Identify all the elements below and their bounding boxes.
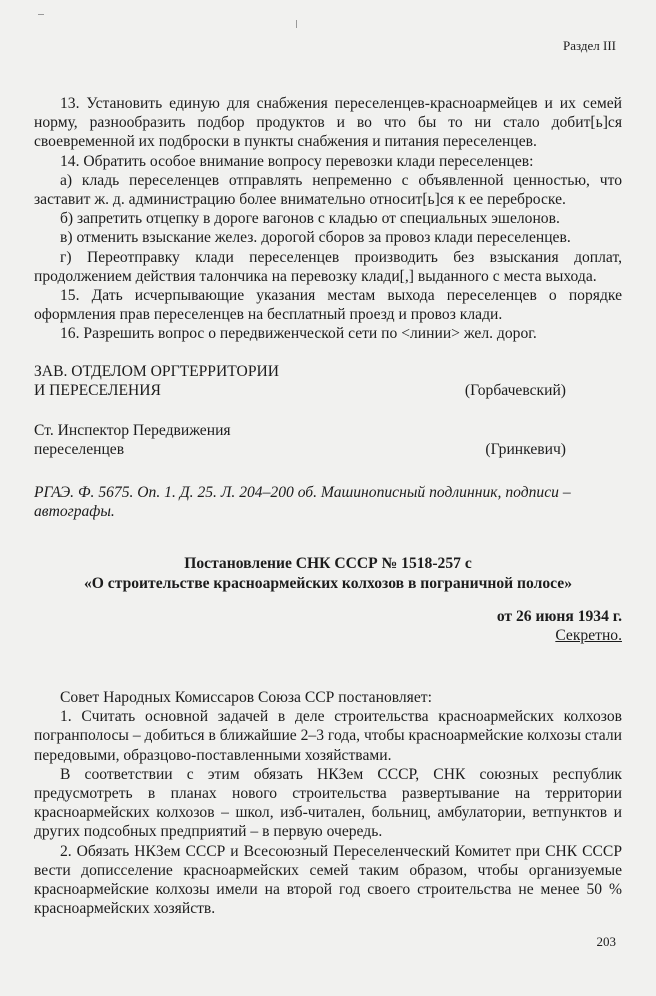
scan-mark — [38, 14, 44, 15]
signature-title: Ст. Инспектор Передвижения — [34, 422, 231, 439]
archival-source: РГАЭ. Ф. 5675. Оп. 1. Д. 25. Л. 204–200 об. Машинописный подлинник, подписи – автографы. — [34, 484, 571, 521]
paragraph: 15. Дать исчерпывающие указания местам выхода переселенцев о порядке оформления прав переселенцев на бесплатный проезд и провоз клади. — [34, 287, 622, 324]
paragraph: 1. Считать основной задачей в деле строительства красноармейских колхозов погранполосы – добиться в ближайшие 2–3 года, чтобы красноармейские колхозы стали передовыми, образцово-поставленными хозяйствами. — [34, 708, 622, 764]
decree-title — [34, 554, 622, 593]
signature-title: ЗАВ. ОТДЕЛОМ ОРГТЕРРИТОРИИ — [34, 363, 280, 380]
signature-block-2 — [34, 421, 622, 459]
paragraph: 13. Установить единую для снабжения переселенцев-красноармейцев и их семей норму, разнообразить подбор продуктов и во что бы то ни стало добит[ь]ся своевременной их подброски в пункты снабжения и питания переселенцев. — [34, 95, 622, 151]
decree-date: от 26 июня 1934 г. — [496, 608, 622, 625]
paragraph: В соответствии с этим обязать НКЗем СССР, СНК союзных республик предусмотреть в планах нового строительства развертывание на территории красноармейских колхозов – школ, изб-читален, больниц, амбулатории, ветпунктов и других подсобных предприятий – в первую очередь. — [34, 765, 622, 841]
paragraph: 14. Обратить особое внимание вопросу перевозки клади переселенцев: — [60, 152, 534, 170]
paragraph: а) кладь переселенцев отправлять непременно с объявленной ценностью, что заставит ж. д. администрацию более внимательно относит[ь]ся к ее переброске. — [34, 171, 622, 209]
paragraph: б) запретить отцепку в дороге вагонов с кладью от специальных эшелонов. — [60, 210, 560, 228]
paragraph: 16. Разрешить вопрос о передвиженческой сети по <линии> жел. дорог. — [60, 325, 537, 343]
top-paragraphs — [34, 94, 622, 344]
signature-title: переселенцев — [34, 441, 125, 458]
decree-title-line: «О строительстве красноармейских колхозов в пограничной полосе» — [83, 574, 572, 592]
paragraph: в) отменить взыскание желез. дорогой сборов за провоз клади переселенцев. — [60, 229, 571, 247]
signature-title: И ПЕРЕСЕЛЕНИЯ — [34, 382, 161, 399]
page-number: 203 — [596, 934, 616, 949]
paragraph: г) Переотправку клади переселенцев производить без взыскания доплат, продолжением действия талончика на перевозку клади[,] выданного с места выхода. — [34, 248, 622, 285]
decree-body — [34, 688, 622, 918]
paragraph: Совет Народных Комиссаров Союза ССР постановляет: — [60, 689, 432, 706]
paragraph: 2. Обязать НКЗем СССР и Всесоюзный Переселенческий Комитет при СНК СССР вести дописселение красноармейских семей таким образом, чтобы организуемые красноармейские колхозы имели на второй год своего строительства не менее 50 % красноармейских хозяйств. — [34, 842, 622, 918]
signature-block-1 — [34, 362, 622, 400]
classification-stamp: Секретно. — [555, 627, 622, 644]
section-header: Раздел III — [562, 38, 616, 53]
decree-title-line: Постановление СНК СССР № 1518-257 с — [184, 555, 472, 572]
signatory-name: (Горбачевский) — [464, 382, 566, 399]
signatory-name: (Гринкевич) — [485, 441, 566, 458]
scan-mark — [296, 20, 297, 28]
